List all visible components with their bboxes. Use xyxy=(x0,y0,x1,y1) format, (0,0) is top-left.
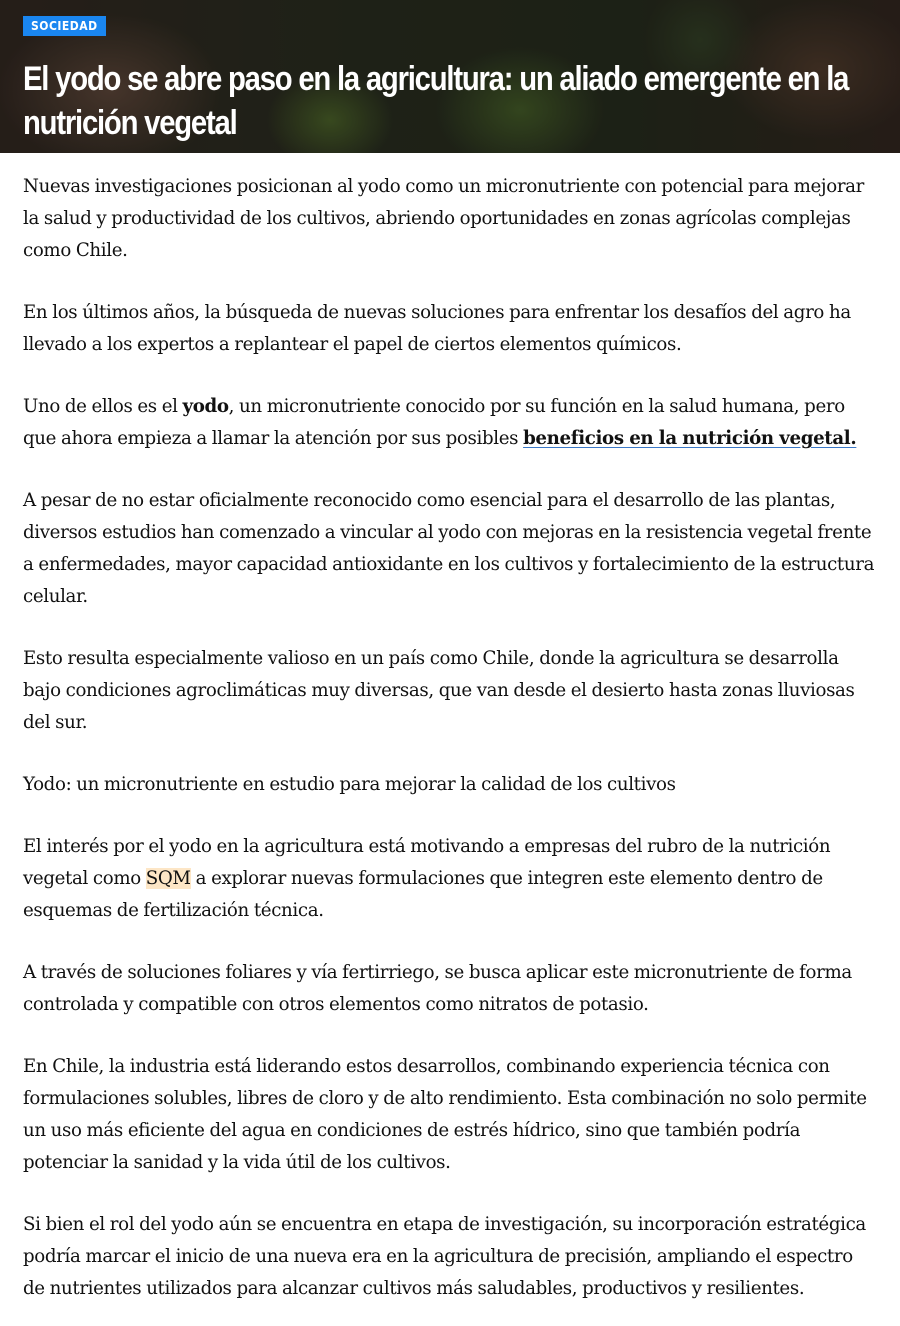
paragraph: En los últimos años, la búsqueda de nuevas soluciones para enfrentar los desafíos del agro ha llevado a los expertos a replantear el papel de ciertos elementos químicos. xyxy=(23,302,851,355)
paragraph: A pesar de no estar oficialmente reconocido como esencial para el desarrollo de las plantas, diversos estudios han comenzado a vincular al yodo con mejoras en la resistencia vegetal frente a enfermedades, mayor capacidad antioxidante en los cultivos y fortalecimiento de la estructura celular. xyxy=(23,490,875,607)
nutrition-benefits-link[interactable]: beneficios en la nutrición vegetal. xyxy=(523,428,857,449)
paragraph xyxy=(23,831,877,927)
paragraph: Esto resulta especialmente valioso en un país como Chile, donde la agricultura se desarrolla bajo condiciones agroclimáticas muy diversas, que van desde el desierto hasta zonas lluviosas del sur. xyxy=(23,648,855,733)
paragraph xyxy=(23,391,877,455)
article-title: El yodo se abre paso en la agricultura: un aliado emergente en la nutrición vegetal xyxy=(23,60,849,142)
text: , un micronutriente conocido por su función en la salud humana, pero que ahora empieza a llamar la atención por sus posibles xyxy=(23,396,845,449)
article-body xyxy=(0,153,900,1305)
text: a explorar nuevas formulaciones que integren este elemento dentro de esquemas de fertilización técnica. xyxy=(23,868,823,921)
text: Uno de ellos es el xyxy=(23,396,183,417)
text: El interés por el yodo en la agricultura está motivando a empresas del rubro de la nutrición vegetal como xyxy=(23,836,831,889)
lead-paragraph: Nuevas investigaciones posicionan al yodo como un micronutriente con potencial para mejorar la salud y productividad de los cultivos, abriendo oportunidades en zonas agrícolas complejas como Chile. xyxy=(23,176,864,261)
subheading: Yodo: un micronutriente en estudio para mejorar la calidad de los cultivos xyxy=(23,774,676,795)
paragraph: A través de soluciones foliares y vía fertirriego, se busca aplicar este micronutriente de forma controlada y compatible con otros elementos como nitratos de potasio. xyxy=(23,962,852,1015)
paragraph: Si bien el rol del yodo aún se encuentra en etapa de investigación, su incorporación estratégica podría marcar el inicio de una nueva era en la agricultura de precisión, ampliando el espectro de nutrientes utilizados para alcanzar cultivos más saludables, productivos y resilientes. xyxy=(23,1214,866,1299)
article-hero xyxy=(0,0,900,153)
highlighted-term[interactable]: SQM xyxy=(145,868,191,889)
category-badge[interactable]: SOCIEDAD xyxy=(23,16,106,36)
paragraph: En Chile, la industria está liderando estos desarrollos, combinando experiencia técnica con formulaciones solubles, libres de cloro y de alto rendimiento. Esta combinación no solo permite un uso más eficiente del agua en condiciones de estrés hídrico, sino que también podría potenciar la sanidad y la vida útil de los cultivos. xyxy=(23,1056,867,1173)
bold-term: yodo xyxy=(182,396,229,417)
